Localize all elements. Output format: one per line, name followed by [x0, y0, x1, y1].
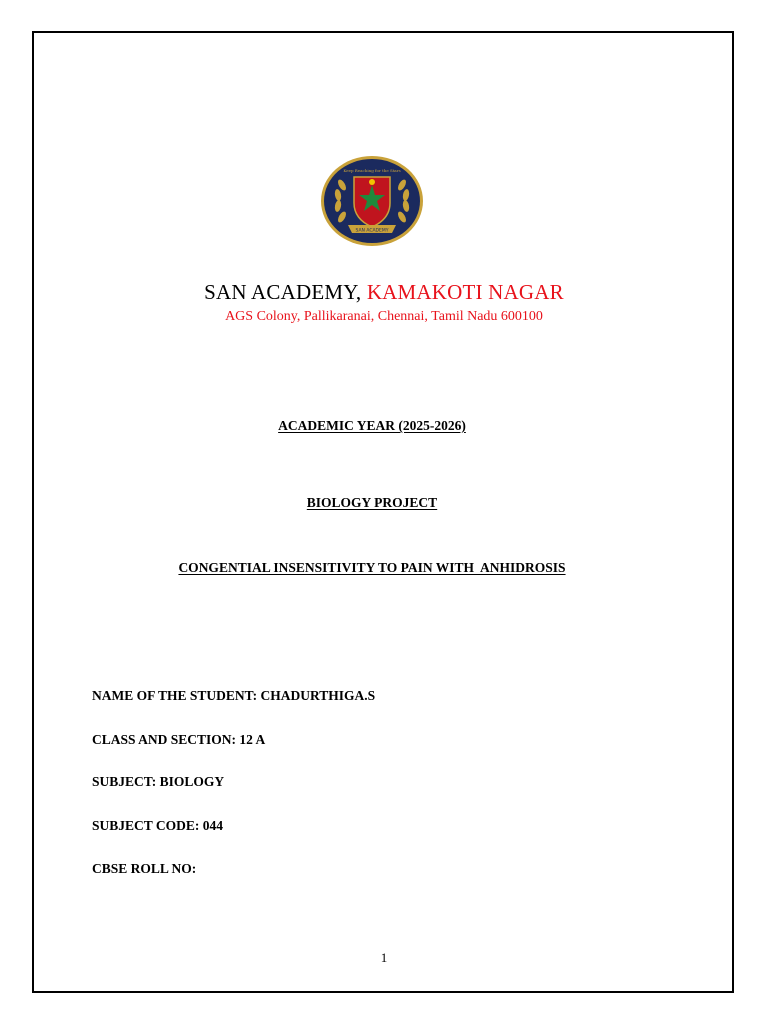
school-crest-icon: [320, 155, 424, 247]
project-topic-heading: [0, 560, 744, 576]
school-location: KAMAKOTI NAGAR: [366, 280, 564, 304]
cbse-roll-no: CBSE ROLL NO:: [92, 861, 197, 876]
school-title: [0, 280, 768, 305]
project-heading: BIOLOGY PROJECT: [306, 495, 438, 510]
student-name: NAME OF THE STUDENT: CHADURTHIGA.S: [92, 688, 376, 703]
crest-motto-text: Keep Reaching for the Stars: [343, 168, 401, 173]
subject: SUBJECT: BIOLOGY: [92, 774, 225, 789]
page-number: 1: [380, 950, 388, 965]
project-topic-text: CONGENTIAL INSENSITIVITY TO PAIN WITH ANHIDROSIS: [178, 560, 566, 575]
academic-year-heading: ACADEMIC YEAR (2025-2026): [278, 418, 466, 433]
crest-ribbon-text: SAN ACADEMY: [355, 228, 389, 234]
class-section: CLASS AND SECTION: 12 A: [92, 732, 266, 747]
school-address: AGS Colony, Pallikaranai, Chennai, Tamil Nadu 600100: [225, 309, 543, 324]
subject-code: SUBJECT CODE: 044: [92, 818, 224, 833]
school-name: SAN ACADEMY,: [204, 280, 362, 304]
